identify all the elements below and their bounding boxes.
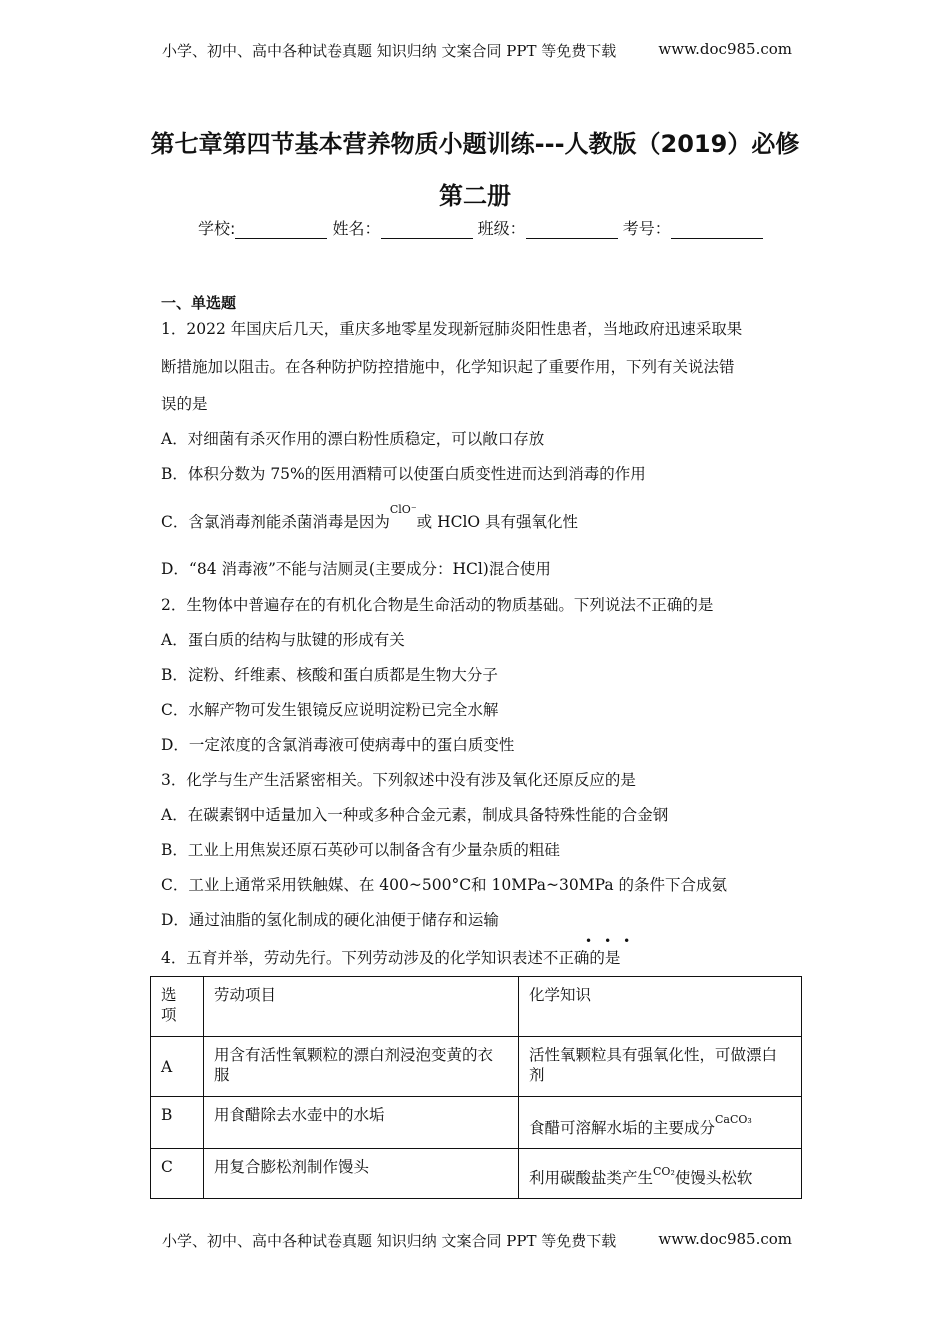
- q1-stem-1: 1．2022 年国庆后几天，重庆多地零星发现新冠肺炎阳性患者，当地政府迅速采取果: [161, 320, 743, 338]
- name-label: 姓名：: [332, 219, 381, 238]
- q1-option-c-formula: ClO⁻: [389, 503, 417, 516]
- header-url: www.doc985.com: [658, 40, 792, 58]
- row-chem: [519, 1149, 802, 1199]
- page-header: [162, 40, 792, 61]
- q1-stem-2: 断措施加以阻击。在各种防护防控措施中，化学知识起了重要作用，下列有关说法错: [161, 358, 735, 376]
- row-labor: 用食醋除去水壶中的水垢: [204, 1097, 519, 1149]
- page-title-line2: 第二册: [439, 182, 511, 210]
- page-footer: [162, 1230, 792, 1251]
- row-chem-text-2: 使馒头松软: [674, 1169, 753, 1187]
- emphasis-dots: •••: [585, 934, 643, 948]
- q1-option-a: A．对细菌有杀灭作用的漂白粉性质稳定，可以敞口存放: [161, 430, 545, 448]
- section-heading: 一、单选题: [161, 294, 237, 312]
- q3-option-d: D．通过油脂的氢化制成的硬化油便于储存和运输: [161, 911, 499, 929]
- class-label: 班级：: [477, 219, 526, 238]
- page-title-line1: 第七章第四节基本营养物质小题训练---人教版（2019）必修: [150, 130, 800, 158]
- row-chem-formula: CO₂: [653, 1165, 675, 1178]
- q1-option-c-text: C．含氯消毒剂能杀菌消毒是因为: [161, 513, 390, 531]
- q3-stem: 3．化学与生产生活紧密相关。下列叙述中没有涉及氧化还原反应的是: [161, 771, 636, 789]
- table-row: [151, 1097, 802, 1149]
- q4-table: [150, 976, 802, 1199]
- row-chem-text: 利用碳酸盐类产生: [529, 1169, 654, 1187]
- header-text: 小学、初中、高中各种试卷真题 知识归纳 文案合同 PPT 等免费下载: [162, 42, 617, 60]
- row-chem: 活性氧颗粒具有强氧化性，可做漂白剂: [519, 1037, 802, 1097]
- row-chem-text: 食醋可溶解水垢的主要成分: [529, 1119, 716, 1137]
- row-option: C: [151, 1149, 204, 1199]
- q2-option-a: A．蛋白质的结构与肽键的形成有关: [161, 631, 405, 649]
- q2-option-d: D．一定浓度的含氯消毒液可使病毒中的蛋白质变性: [161, 736, 515, 754]
- q3-option-c: C．工业上通常采用铁触媒、在 400~500°C和 10MPa~30MPa 的条件下合成氨: [161, 876, 728, 894]
- table-row: [151, 1149, 802, 1199]
- header-option: 选 项: [151, 977, 204, 1037]
- row-chem-formula: CaCO₃: [715, 1113, 752, 1126]
- q1-option-d: D．“84 消毒液”不能与洁厕灵(主要成分：HCl)混合使用: [161, 560, 551, 578]
- q2-stem: 2．生物体中普遍存在的有机化合物是生命活动的物质基础。下列说法不正确的是: [161, 596, 714, 614]
- row-option: B: [151, 1097, 204, 1149]
- q2-option-c: C．水解产物可发生银镜反应说明淀粉已完全水解: [161, 701, 499, 719]
- table-header-row: [151, 977, 802, 1037]
- name-blank[interactable]: [381, 222, 473, 239]
- header-labor: 劳动项目: [204, 977, 519, 1037]
- school-label: 学校:: [198, 219, 236, 238]
- footer-text: 小学、初中、高中各种试卷真题 知识归纳 文案合同 PPT 等免费下载: [162, 1232, 617, 1250]
- q2-option-b: B．淀粉、纤维素、核酸和蛋白质都是生物大分子: [161, 666, 498, 684]
- q4-stem: 4．五育并举，劳动先行。下列劳动涉及的化学知识表述不正确的是: [161, 949, 621, 967]
- q1-option-c: [161, 503, 579, 532]
- row-labor: 用复合膨松剂制作馒头: [204, 1149, 519, 1199]
- q3-option-a: A．在碳素钢中适量加入一种或多种合金元素，制成具备特殊性能的合金钢: [161, 806, 669, 824]
- exam-no-blank[interactable]: [671, 222, 763, 239]
- table-row: [151, 1037, 802, 1097]
- header-chem: 化学知识: [519, 977, 802, 1037]
- row-chem: [519, 1097, 802, 1149]
- school-blank[interactable]: [235, 222, 327, 239]
- q1-option-b: B．体积分数为 75%的医用酒精可以使蛋白质变性进而达到消毒的作用: [161, 465, 646, 483]
- q3-option-b: B．工业上用焦炭还原石英砂可以制备含有少量杂质的粗硅: [161, 841, 560, 859]
- row-option: A: [151, 1037, 204, 1097]
- q1-stem-3: 误的是: [161, 395, 208, 413]
- q1-option-c-text-2: 或 HClO 具有强氧化性: [416, 513, 579, 531]
- exam-no-label: 考号：: [622, 219, 671, 238]
- class-blank[interactable]: [526, 222, 618, 239]
- footer-url: www.doc985.com: [658, 1230, 792, 1248]
- row-labor: 用含有活性氧颗粒的漂白剂浸泡变黄的衣服: [204, 1037, 519, 1097]
- student-info: [198, 216, 763, 239]
